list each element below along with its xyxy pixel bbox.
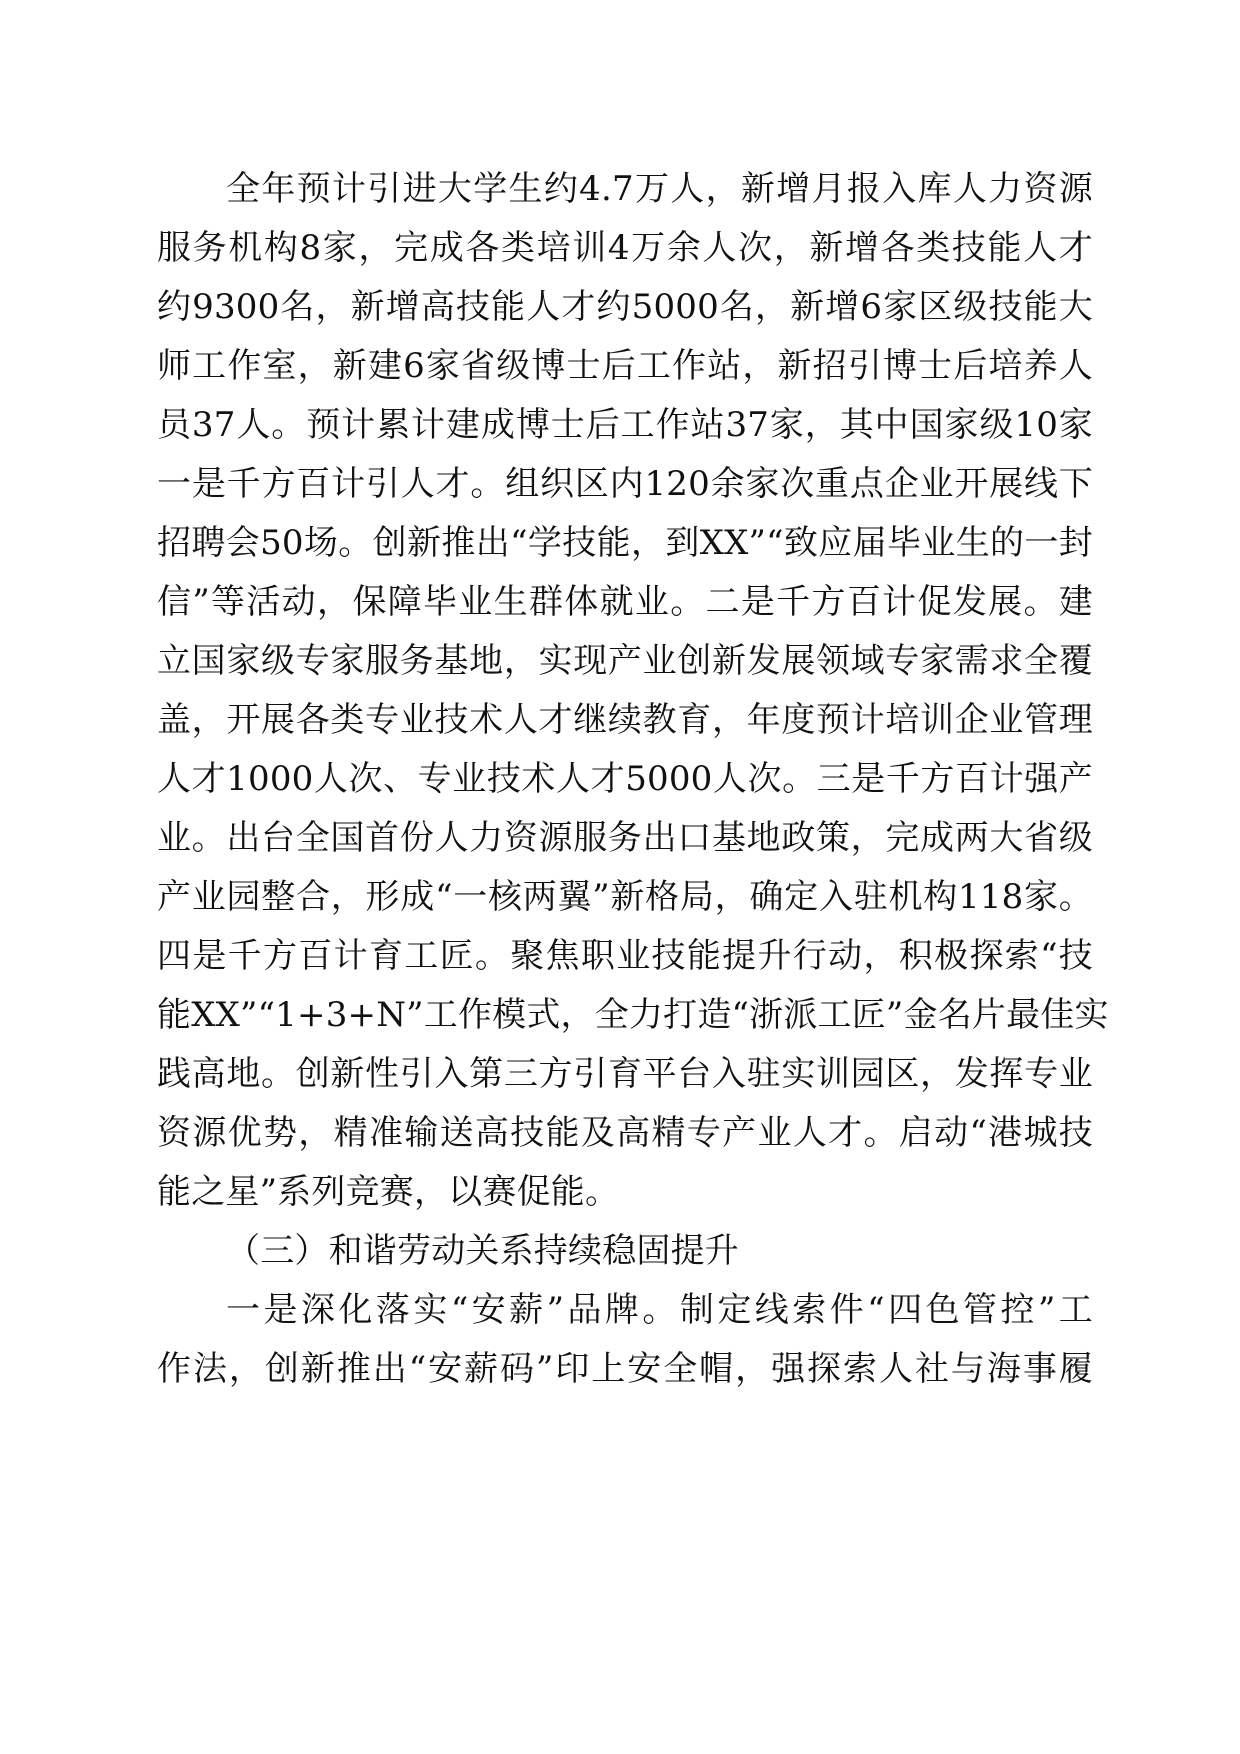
paragraph-line-9: 立国家级专家服务基地，实现产业创新发展领域专家需求全覆 bbox=[157, 641, 1093, 681]
paragraph-line-6: 一是千方百计引人才。组织区内120余家次重点企业开展线下 bbox=[157, 464, 1093, 504]
paragraph-line-13: 产业园整合，形成“一核两翼”新格局，确定入驻机构118家。 bbox=[157, 877, 1093, 917]
paragraph-line-8: 信”等活动，保障毕业生群体就业。二是千方百计促发展。建 bbox=[157, 582, 1093, 622]
paragraph-line-20: 作法，创新推出“安薪码”印上安全帽，强探索人社与海事履 bbox=[157, 1349, 1093, 1389]
paragraph-line-16: 践高地。创新性引入第三方引育平台入驻实训园区，发挥专业 bbox=[157, 1054, 1093, 1094]
section-heading: （三）和谐劳动关系持续稳固提升 bbox=[226, 1231, 739, 1271]
paragraph-line-1: 全年预计引进大学生约4.7万人，新增月报入库人力资源 bbox=[226, 169, 1093, 209]
paragraph-line-18: 能之星”系列竞赛，以赛促能。 bbox=[157, 1172, 620, 1212]
paragraph-line-15: 能XX”“1+3+N”工作模式，全力打造“浙派工匠”金名片最佳实 bbox=[157, 995, 1109, 1035]
paragraph-line-2: 服务机构8家，完成各类培训4万余人次，新增各类技能人才 bbox=[157, 228, 1093, 268]
paragraph-line-4: 师工作室，新建6家省级博士后工作站，新招引博士后培养人 bbox=[157, 346, 1093, 386]
paragraph-line-10: 盖，开展各类专业技术人才继续教育，年度预计培训企业管理 bbox=[157, 700, 1093, 740]
paragraph-line-17: 资源优势，精准输送高技能及高精专产业人才。启动“港城技 bbox=[157, 1113, 1093, 1153]
paragraph-line-11: 人才1000人次、专业技术人才5000人次。三是千方百计强产 bbox=[157, 759, 1093, 799]
paragraph-line-3: 约9300名，新增高技能人才约5000名，新增6家区级技能大 bbox=[157, 287, 1093, 327]
paragraph-line-7: 招聘会50场。创新推出“学技能，到XX”“致应届毕业生的一封 bbox=[157, 523, 1093, 563]
paragraph-line-12: 业。出台全国首份人力资源服务出口基地政策，完成两大省级 bbox=[157, 818, 1093, 858]
paragraph-line-5: 员37人。预计累计建成博士后工作站37家，其中国家级10家 bbox=[157, 405, 1093, 445]
paragraph-line-19: 一是深化落实“安薪”品牌。制定线索件“四色管控”工 bbox=[226, 1290, 1093, 1330]
paragraph-line-14: 四是千方百计育工匠。聚焦职业技能提升行动，积极探索“技 bbox=[157, 936, 1093, 976]
